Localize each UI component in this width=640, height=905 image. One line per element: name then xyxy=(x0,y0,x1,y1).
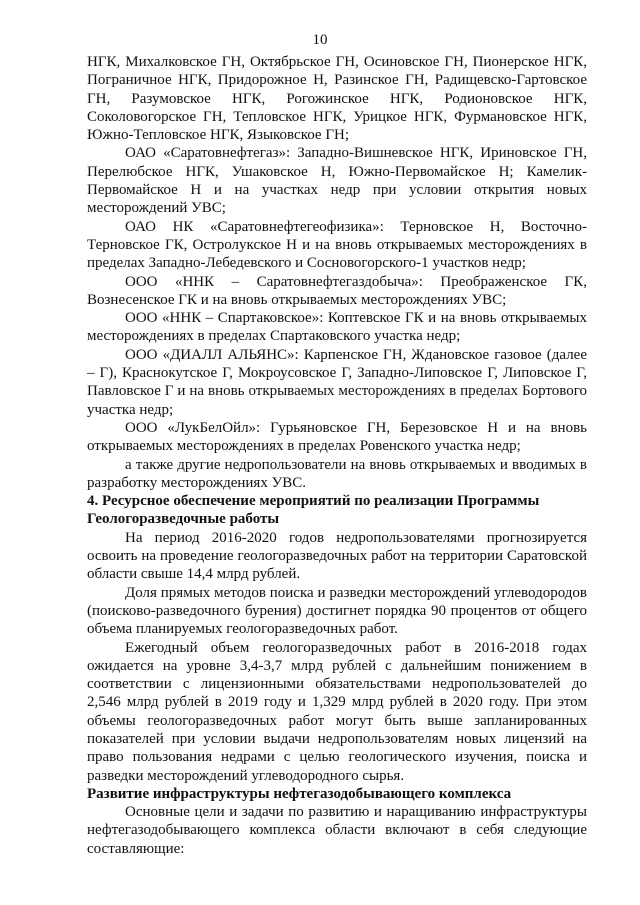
paragraph: НГК, Михалковское ГН, Октябрьское ГН, Осиновское ГН, Пионерское НГК, Пограничное НГК, Придорожное Н, Разинское ГН, Радищевско-Гартовское ГН, Разумовское НГК, Рогожинское НГК, Родионовское НГК, Соколовогорское ГН, Тепловское НГК, Урицкое НГК, Фурмановское НГК, Южно-Тепловское НГК, Языковское ГН; xyxy=(87,54,587,144)
paragraph: а также другие недропользователи на вновь открываемых и вводимых в разработку месторождениях УВС. xyxy=(87,456,587,491)
paragraph: ОАО НК «Саратовнефтегеофизика»: Терновское Н, Восточно-Терновское ГК, Остролукское Н и на вновь открываемых месторождениях в пределах Западно-Лебедевского и Сосновогорского-1 участков недр; xyxy=(87,218,587,272)
paragraph: ООО «ННК – Саратовнефтегаздобыча»: Преображенское ГК, Вознесенское ГК и на вновь открываемых месторождениях УВС; xyxy=(87,273,587,308)
paragraph: На период 2016-2020 годов недропользователями прогнозируется освоить на проведение геологоразведочных работ на территории Саратовской области свыше 14,4 млрд рублей. xyxy=(87,529,587,583)
paragraph: Доля прямых методов поиска и разведки месторождений углеводородов (поисково-разведочного бурения) достигнет порядка 90 процентов от общего объема планируемых геологоразведочных работ. xyxy=(87,584,587,638)
document-body xyxy=(87,53,587,858)
page-number: 10 xyxy=(312,32,328,48)
paragraph: ООО «ННК – Спартаковское»: Коптевское ГК и на вновь открываемых месторождениях в пределах Спартаковского участка недр; xyxy=(87,310,587,345)
subsection-heading: Геологоразведочные работы xyxy=(87,511,280,528)
paragraph: Ежегодный объем геологоразведочных работ в 2016-2018 годах ожидается на уровне 3,4-3,7 млрд рублей с дальнейшим понижением в соответствии с лицензионными обязательствами недропользователей до 2,546 млрд рублей в 2019 году и 1,329 млрд рублей в 2020 году. При этом объемы геологоразведочных работ могут быть выше запланированных показателей при условии выдачи недропользователям новых лицензий на право пользования недрами с целью геологического изучения, поиска и разведки месторождений углеводородного сырья. xyxy=(87,639,587,784)
section-heading: 4. Ресурсное обеспечение мероприятий по реализации Программы xyxy=(87,493,540,510)
paragraph: Основные цели и задачи по развитию и наращиванию инфраструктуры нефтегазодобывающего комплекса области включают в себя следующие составляющие: xyxy=(87,804,587,857)
subsection-heading: Развитие инфраструктуры нефтегазодобывающего комплекса xyxy=(87,785,512,802)
paragraph: ОАО «Саратовнефтегаз»: Западно-Вишневское НГК, Ириновское ГН, Перелюбское НГК, Ушаковское Н, Южно-Первомайское Н; Камелик-Первомайское Н и на участках недр при условии открытия новых месторождений УВС; xyxy=(87,145,587,217)
paragraph: ООО «ЛукБелОйл»: Гурьяновское ГН, Березовское Н и на вновь открываемых месторождениях в пределах Ровенского участка недр; xyxy=(87,419,587,455)
paragraph: ООО «ДИАЛЛ АЛЬЯНС»: Карпенское ГН, Ждановское газовое (далее – Г), Краснокутское Г, Мокроусовское Г, Западно-Липовское Г, Липовское Г, Павловское Г и на вновь открываемых месторождениях в пределах Бортового участка недр; xyxy=(87,346,587,418)
